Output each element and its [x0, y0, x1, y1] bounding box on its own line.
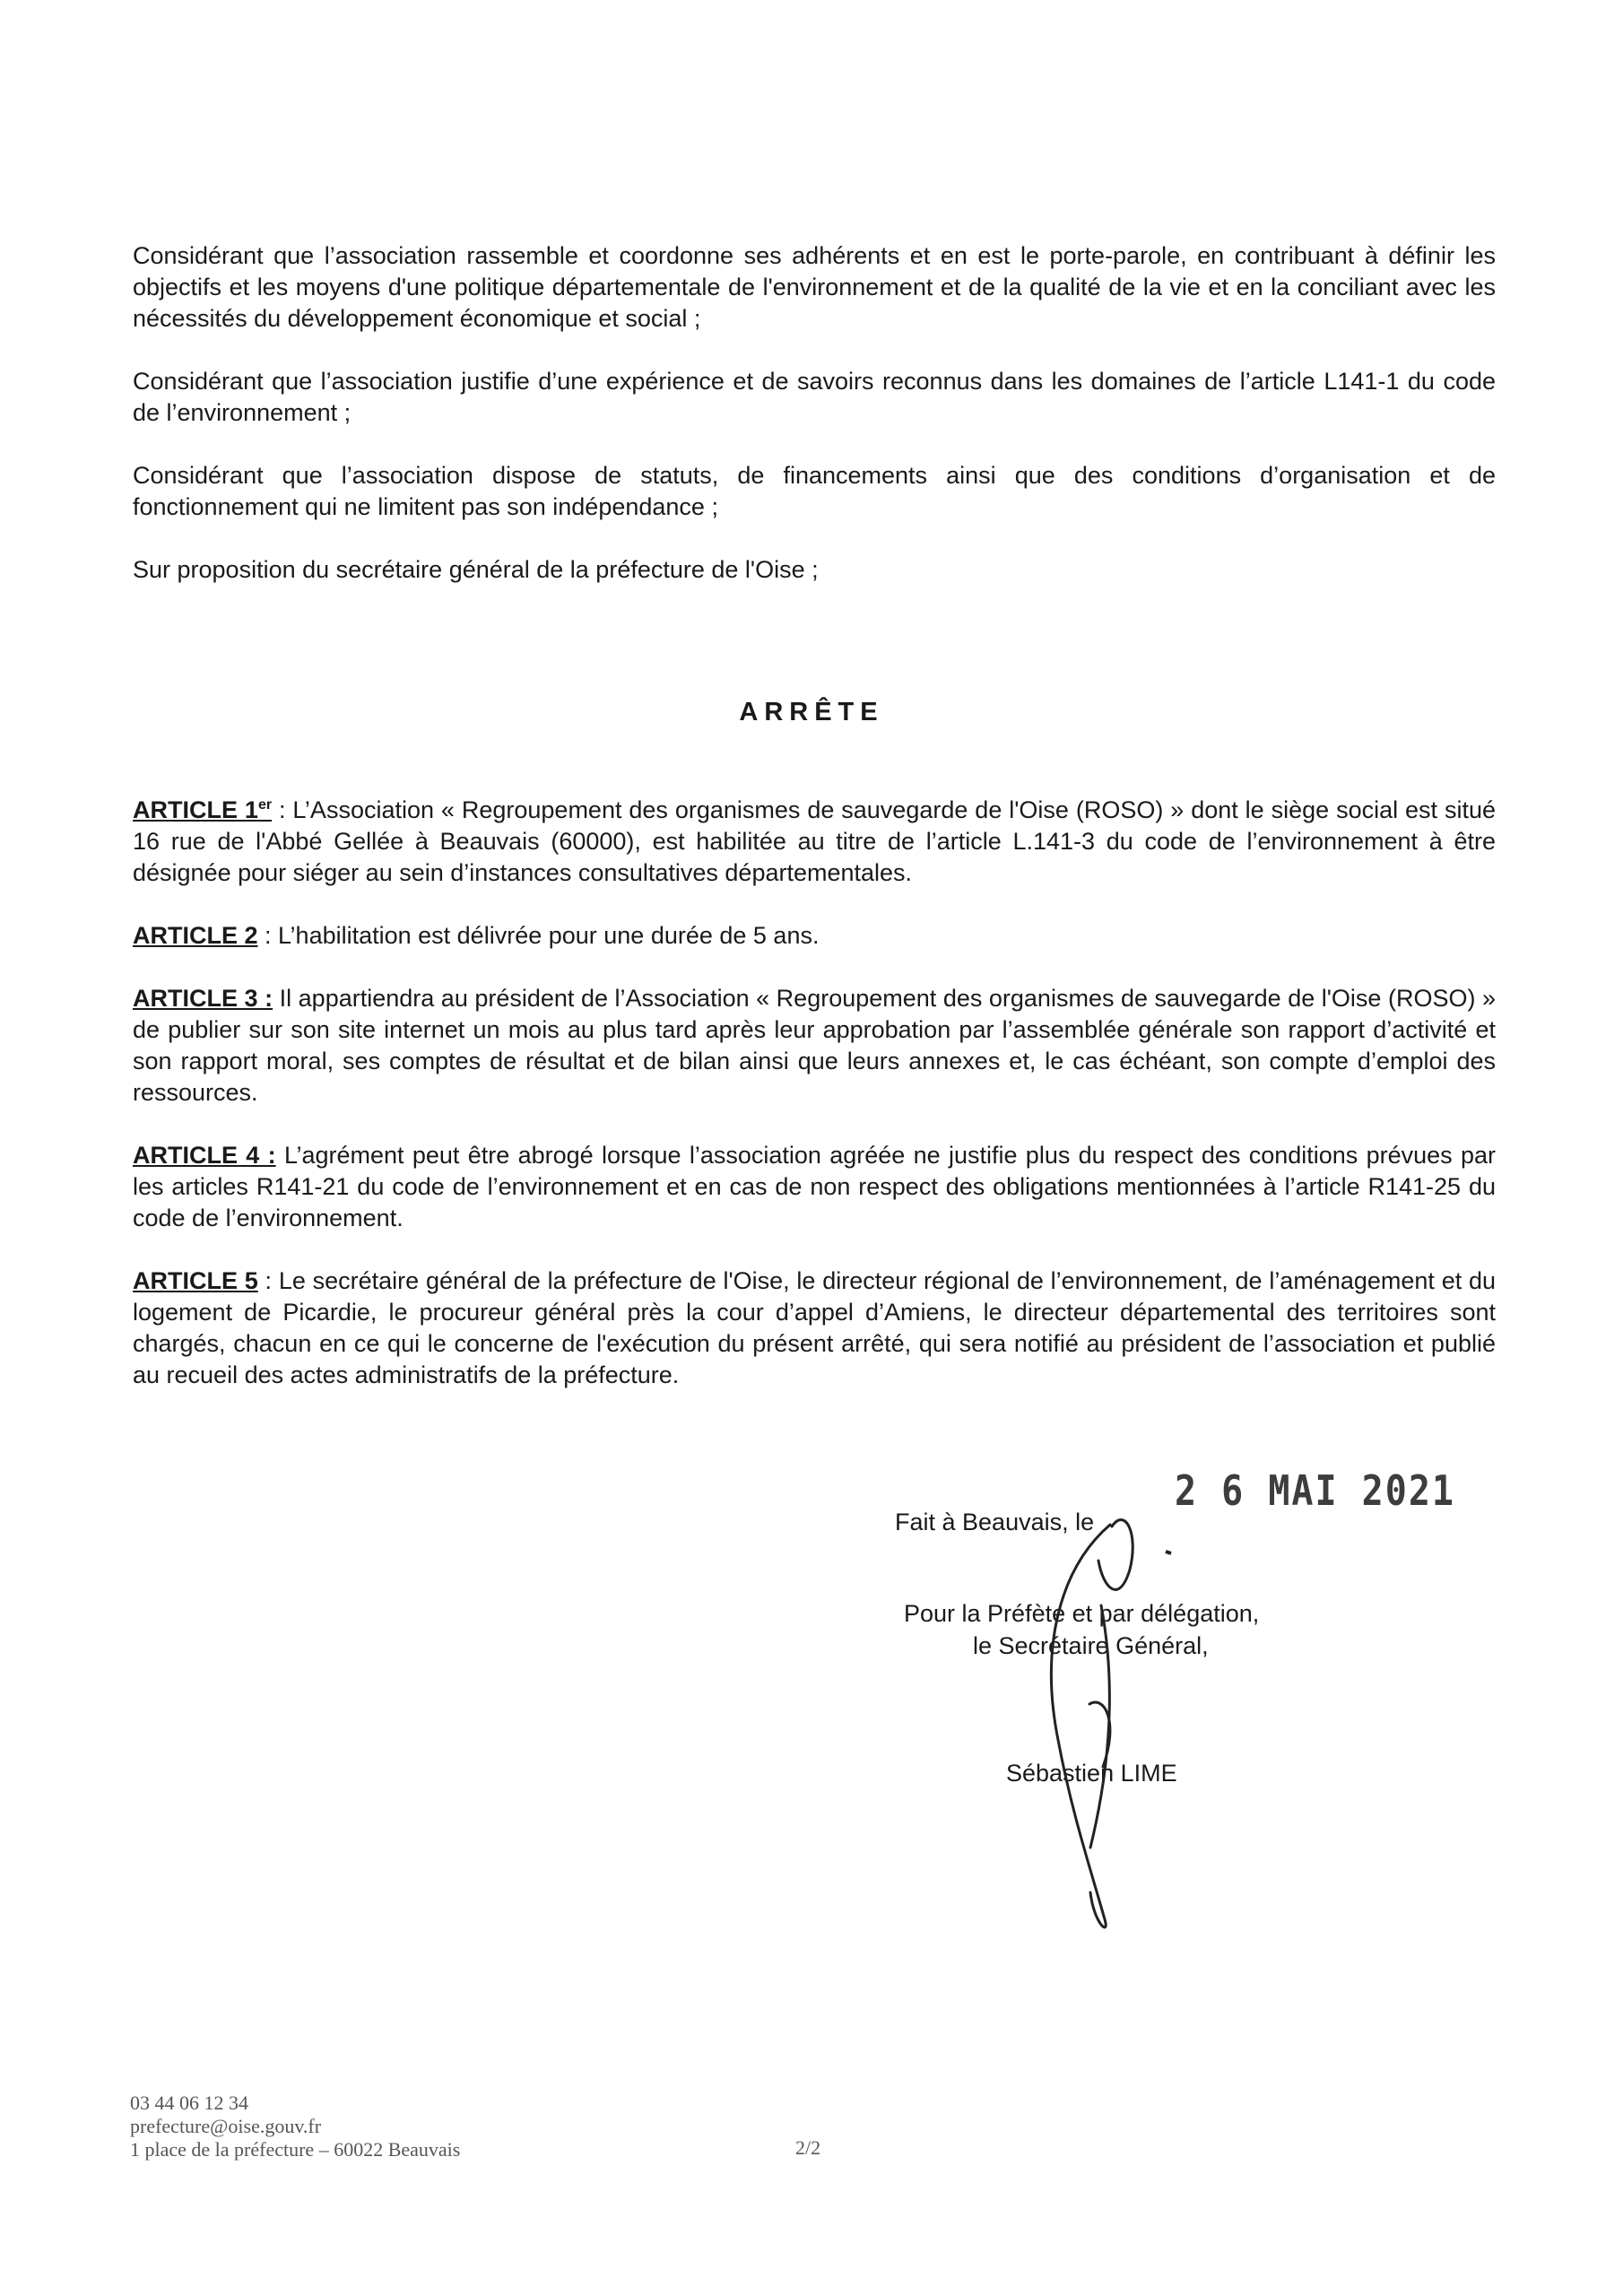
handwritten-signature-icon — [1004, 1471, 1184, 1937]
date-stamp: 2 6 MAI 2021 — [1175, 1467, 1455, 1516]
considerant-block — [133, 240, 1496, 586]
articles-block — [133, 789, 1496, 1391]
footer-contact — [130, 2092, 460, 2161]
article-3-label: ARTICLE 3 : — [133, 985, 273, 1012]
article-4-label: ARTICLE 4 : — [133, 1142, 276, 1169]
article-3-text: Il appartiendra au président de l’Association « Regroupement des organismes de sauvegarde de l'Oise (ROSO) » de publier sur son site internet un mois au plus tard après leur approbation par l’assemblée générale son rapport d’activité et son rapport moral, ses comptes de résultat et de bilan ainsi que leurs annexes et, le cas échéant, son compte d’emploi des ressources. — [133, 985, 1496, 1106]
footer-address: 1 place de la préfecture – 60022 Beauvais — [130, 2138, 461, 2161]
footer-phone: 03 44 06 12 34 — [130, 2092, 248, 2114]
article-2-text: L’habilitation est délivrée pour une durée de 5 ans. — [278, 922, 820, 949]
article-2: ARTICLE 2 : L’habilitation est délivrée pour une durée de 5 ans. — [133, 922, 820, 949]
article-5-label: ARTICLE 5 — [133, 1267, 258, 1294]
article-1-label: ARTICLE 1er — [133, 796, 273, 823]
signature-delegation: Pour la Préfète et par délégation, — [904, 1600, 1260, 1627]
signature-title: le Secrétaire Général, — [973, 1632, 1209, 1659]
article-1-text: L’Association « Regroupement des organismes de sauvegarde de l'Oise (ROSO) » dont le siège social est situé 16 rue de l'Abbé Gellée à Beauvais (60000), est habilitée au titre de l’article L.141-3 du code de l’environnement à être désignée pour siéger au sein d’instances consultatives départementales. — [133, 796, 1496, 886]
signature-name: Sébastien LIME — [1006, 1760, 1177, 1787]
page-number: 2/2 — [795, 2136, 821, 2159]
arrete-heading: ARRÊTE — [739, 698, 884, 726]
article-1: ARTICLE 1er : L’Association « Regroupement des organismes de sauvegarde de l'Oise (ROSO) » dont le siège social est situé 16 rue de l'Abbé Gellée à Beauvais (60000), est habilitée au titre de l’article L.141-3 du code de l’environnement à être désignée pour siéger au sein d’instances consultatives départementales. — [133, 796, 1496, 886]
paragraph-4: Sur proposition du secrétaire général de la préfecture de l'Oise ; — [133, 556, 819, 583]
article-5-text: Le secrétaire général de la préfecture de l'Oise, le directeur régional de l’environnement, de l’aménagement et du logement de Picardie, le procureur général près la cour d’appel d’Amiens, le directeur départemental des territoires sont chargés, chacun en ce qui le concerne de l'exécution du présent arrêté, qui sera notifié au président de l’association et publié au recueil des actes administratifs de la préfecture. — [133, 1267, 1497, 1388]
article-3 — [133, 983, 1496, 1109]
paragraph-1: Considérant que l’association rassemble et coordonne ses adhérents et en est le porte-parole, en contribuant à définir les objectifs et les moyens d'une politique départementale de l'environnement et de la qualité de la vie et en la conciliant avec les nécessités du développement économique et social ; — [133, 242, 1496, 332]
article-4-text: L’agrément peut être abrogé lorsque l’association agréée ne justifie plus du respect des conditions prévues par les articles R141-21 du code de l’environnement et en cas de non respect des obligations mentionnées à l’article R141-25 du code de l’environnement. — [133, 1142, 1496, 1231]
paragraph-3: Considérant que l’association dispose de statuts, de financements ainsi que des conditions d’organisation et de fonctionnement qui ne limitent pas son indépendance ; — [133, 462, 1496, 520]
article-5: ARTICLE 5 : Le secrétaire général de la préfecture de l'Oise, le directeur régional de l’environnement, de l’aménagement et du logement de Picardie, le procureur général près la cour d’appel d’Amiens, le directeur départemental des territoires sont chargés, chacun en ce qui le concerne de l'exécution du présent arrêté, qui sera notifié au président de l’association et publié au recueil des actes administratifs de la préfecture. — [133, 1267, 1497, 1388]
article-2-label: ARTICLE 2 — [133, 922, 258, 949]
signature-place: Fait à Beauvais, le — [895, 1509, 1095, 1535]
article-4 — [133, 1140, 1496, 1234]
footer-email: prefecture@oise.gouv.fr — [130, 2115, 322, 2137]
paragraph-2: Considérant que l’association justifie d’une expérience et de savoirs reconnus dans les domaines de l’article L141-1 du code de l’environnement ; — [133, 368, 1496, 426]
